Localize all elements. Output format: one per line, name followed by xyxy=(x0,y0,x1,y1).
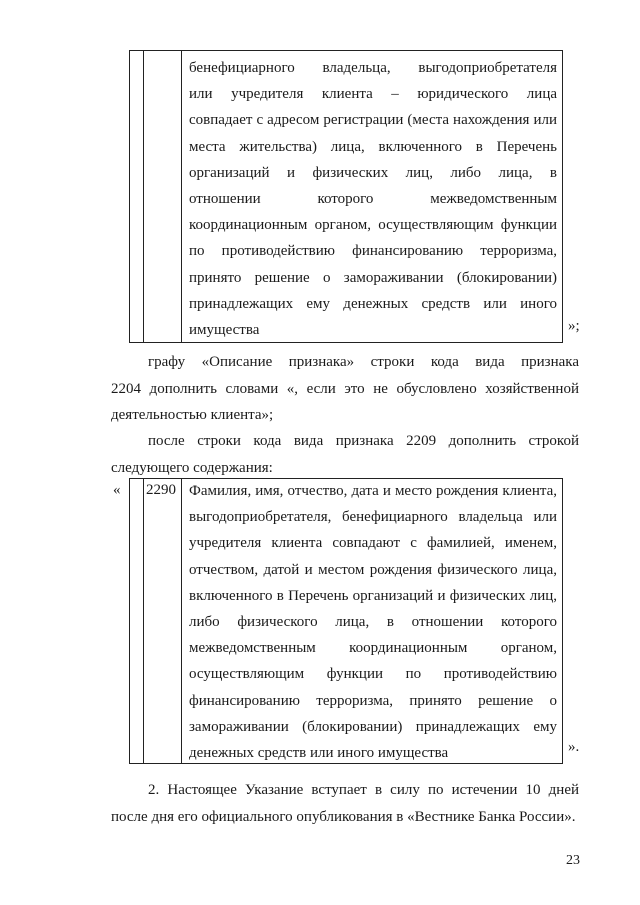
text-line: замораживании (блокировании) принадлежащих ему xyxy=(189,718,557,735)
text-line: Фамилия, имя, отчество, дата и место рождения клиента, xyxy=(189,483,557,499)
table-border-left xyxy=(129,478,130,764)
text-line: после строки кода вида признака 2209 дополнить строкой xyxy=(148,433,579,449)
effective-date-paragraph xyxy=(111,777,579,830)
table-column-divider xyxy=(143,50,144,343)
text-line: имущества xyxy=(189,321,260,338)
text-line: учредителя клиента совпадают с фамилией, именем, xyxy=(189,535,557,552)
text-line: места жительства) лица, включенного в Перечень xyxy=(189,138,557,155)
text-line: координационным органом, осуществляющим функции xyxy=(189,217,557,234)
text-line: принадлежащих ему денежных средств или иного xyxy=(189,295,557,312)
text-line: межведомственным координационным органом, xyxy=(189,640,557,657)
text-line: 2. Настоящее Указание вступает в силу по истечении 10 дней xyxy=(148,782,579,798)
closing-quote: ». xyxy=(568,739,580,755)
text-line: по противодействию финансированию терроризма, xyxy=(189,243,557,260)
text-line: совпадает с адресом регистрации (места нахождения или xyxy=(189,112,557,129)
text-line: финансированию терроризма, принято решение о xyxy=(189,692,557,709)
text-line: денежных средств или иного имущества xyxy=(189,744,449,761)
text-line: отчеством, датой и местом рождения физического лица, xyxy=(189,561,557,578)
amendment-paragraph xyxy=(111,349,579,429)
text-line: организаций и физических лиц, либо лица, в xyxy=(189,164,557,181)
amendment-paragraph xyxy=(111,428,579,481)
page-number: 23 xyxy=(566,853,580,868)
table-border-left xyxy=(129,50,130,343)
text-line: деятельностью клиента»; xyxy=(111,407,274,423)
text-line: бенефициарного владельца, выгодоприобретателя xyxy=(189,60,557,76)
table-column-divider xyxy=(181,478,182,764)
text-line: выгодоприобретателя, бенефициарного владельца или xyxy=(189,509,557,526)
text-line: принято решение о замораживании (блокировании) xyxy=(189,269,557,286)
text-line: включенного в Перечень организаций и физических лиц, xyxy=(189,587,557,604)
text-line: следующего содержания: xyxy=(111,459,273,476)
table-border-top xyxy=(129,50,563,51)
text-line: 2204 дополнить словами «, если это не обусловлено хозяйственной xyxy=(111,380,579,397)
text-line: или учредителя клиента – юридического лица xyxy=(189,86,557,103)
text-line: либо физического лица, в отношении которого xyxy=(189,613,557,630)
code-cell: 2290 xyxy=(146,482,176,498)
text-line: отношении которого межведомственным xyxy=(189,190,557,207)
table-column-divider xyxy=(143,478,144,764)
text-line: графу «Описание признака» строки кода вида признака xyxy=(148,354,579,370)
text-line: после дня его официального опубликования в «Вестнике Банка России». xyxy=(111,808,576,825)
description-cell xyxy=(189,478,557,766)
table-border-right xyxy=(562,50,563,343)
table-border-right xyxy=(562,478,563,764)
closing-quote: »; xyxy=(568,318,580,334)
description-cell xyxy=(189,55,557,343)
text-line: осуществляющим функции по противодействию xyxy=(189,666,557,683)
opening-quote: « xyxy=(113,482,121,498)
table-column-divider xyxy=(181,50,182,343)
